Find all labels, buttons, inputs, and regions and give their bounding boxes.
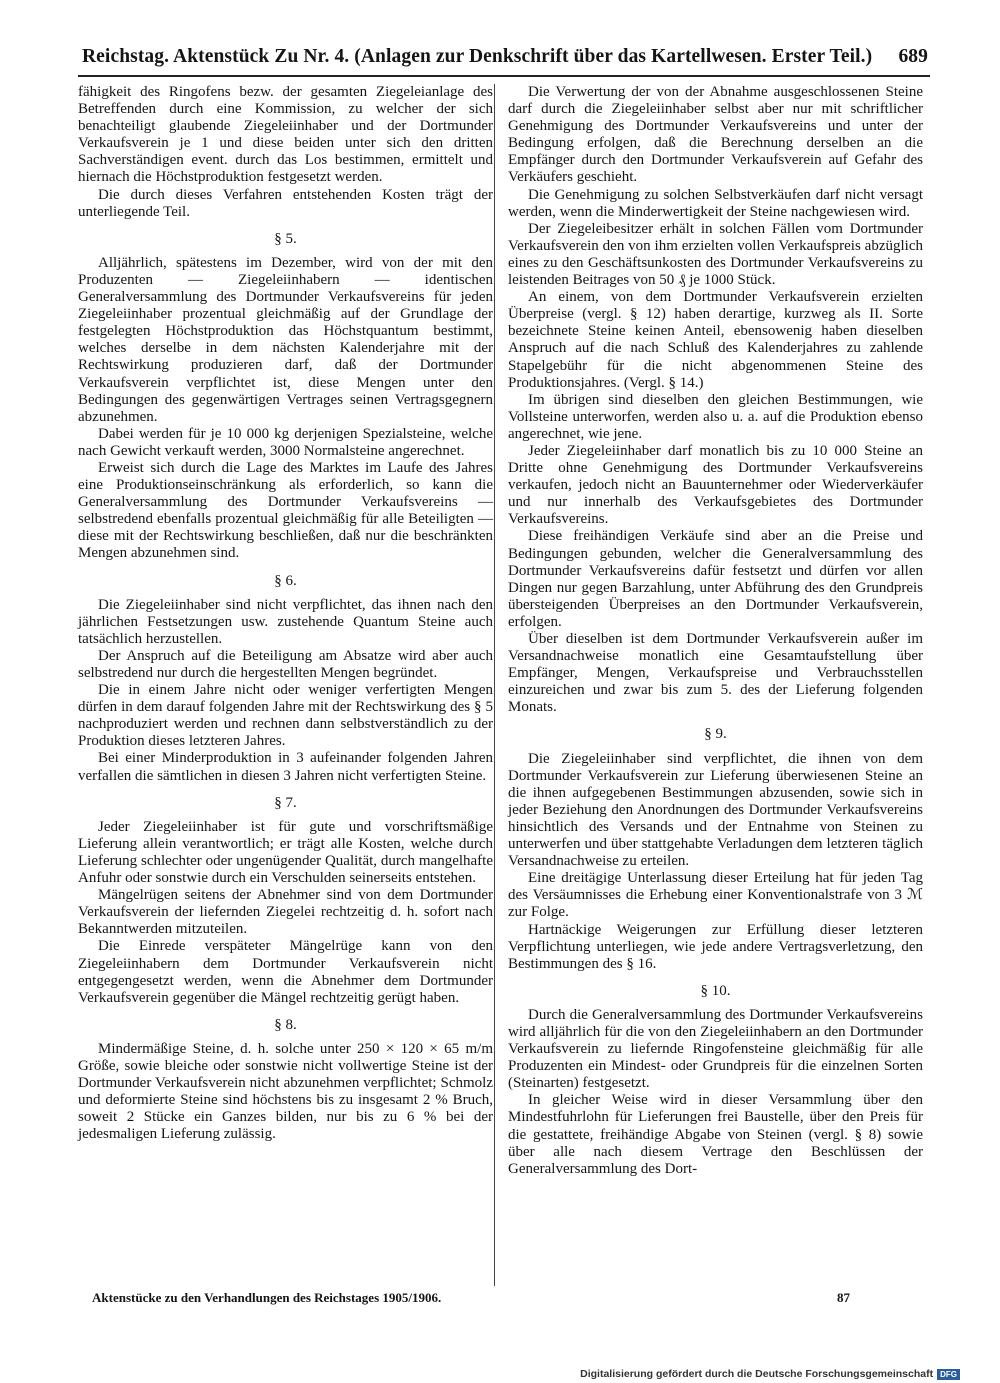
digitization-text: Digitalisierung gefördert durch die Deutsche Forschungsgemeinschaft (580, 1368, 934, 1380)
paragraph: Die Einrede verspäteter Mängelrüge kann von den Ziegeleiinhabern dem Dortmunder Verkaufsverein nicht entgegengesetzt werden, wenn die Abnehmer dem Dortmunder Verkaufsverein gegenüber die Mängel rechtzeitig gerügt haben. (78, 938, 493, 1006)
header-page-number: 689 (898, 46, 928, 67)
column-divider (494, 84, 495, 1286)
section-heading: § 5. (274, 230, 297, 247)
paragraph: An einem, von dem Dortmunder Verkaufsverein erzielten Überpreise (vergl. § 12) haben derartige, kurzweg als II. Sorte bezeichnete Steine keinen Anteil, ebensowenig haben dieselben Anspruch auf die nach Schluß des Kalenderjahres zu zahlende Stapelgebühr für die nicht abgenommenen Steine des Produktionsjahres. (Vergl. § 14.) (508, 289, 923, 391)
header-rule (78, 75, 930, 77)
paragraph: Jeder Ziegeleiinhaber darf monatlich bis zu 10 000 Steine an Dritte ohne Genehmigung des Dortmunder Verkaufsvereins verkaufen, jedoch nicht an Bauunternehmer oder Wiederverkäufer und nur innerhalb des Verkaufsgebietes des Dortmunder Verkaufsvereins. (508, 442, 923, 528)
paragraph: fähigkeit des Ringofens bezw. der gesamten Ziegeleianlage des Betreffenden durch eine Kommission, zu welcher der sich benachteiligt glaubende Ziegeleiinhaber und der Dortmunder Verkaufsverein je 1 und diese beiden unter sich den dritten Sachverständigen event. durch das Los bestimmen, ermittelt und hiernach die Höchstproduktion festgesetzt werden. (78, 84, 493, 186)
paragraph: Die Ziegeleiinhaber sind verpflichtet, die ihnen von dem Dortmunder Verkaufsverein zur Lieferung überwiesenen Steine an die ihnen aufgegebenen Bestimmungen abzusenden, sowie sich in jeder Beziehung den Anordnungen des Dortmunder Verkaufsvereins hinsichtlich des Versands und der Entnahme von Steinen zu unterwerfen und über stattgehabte Verladungen dem letzteren täglich Versandnachweise zu erteilen. (508, 750, 923, 870)
paragraph: Eine dreitägige Unterlassung dieser Erteilung hat für jeden Tag des Versäumnisses die Erhebung einer Konventionalstrafe von 3 ℳ zur Folge. (508, 870, 923, 921)
paragraph: Über dieselben ist dem Dortmunder Verkaufsverein außer im Versandnachweise monatlich eine Gesamtaufstellung über Empfänger, Mengen, Verkaufspreise und Verbrauchsstellen einzureichen und zwar bis zum 5. des der Lieferung folgenden Monats. (508, 631, 923, 716)
paragraph: Alljährlich, spätestens im Dezember, wird von der mit den Produzenten — Ziegeleiinhabern — identischen Generalversammlung des Dortmunder Verkaufsvereins für jeden Ziegeleiinhaber prozentual gleichmäßig auf der Grundlage der festgelegten Höchstproduktion das Höchstquantum bestimmt, welches derselbe in dem nächsten Kalenderjahre mit der Rechtswirkung produzieren darf, daß der Dortmunder Verkaufsverein verpflichtet ist, diese Mengen unter den Bedingungen des gegenwärtigen Vertrages seinen Vertragsgegnern abzunehmen. (78, 254, 493, 425)
paragraph: Hartnäckige Weigerungen zur Erfüllung dieser letzteren Verpflichtung unterliegen, wie jede andere Vertragsverletzung, den Bestimmungen des § 16. (508, 921, 923, 972)
footer-source: Aktenstücke zu den Verhandlungen des Reichstages 1905/1906. (92, 1290, 442, 1305)
paragraph: Die durch dieses Verfahren entstehenden Kosten trägt der unterliegende Teil. (78, 186, 493, 220)
paragraph: Jeder Ziegeleiinhaber ist für gute und vorschriftsmäßige Lieferung allein verantwortlich; er trägt alle Kosten, welche durch Lieferung schlechter oder ungenügender Qualität, durch mangelhafte Anfuhr oder sonstwie durch ein Verschulden seinerseits entstehen. (78, 818, 493, 887)
header-title: Reichstag. Aktenstück Zu Nr. 4. (Anlagen zur Denkschrift über das Kartellwesen. Erster Teil.) (82, 46, 873, 67)
left-column (78, 84, 493, 1143)
paragraph: Der Ziegeleibesitzer erhält in solchen Fällen vom Dortmunder Verkaufsverein den von ihm erzielten vollen Verkaufspreis abzüglich eines zu den Geschäftsunkosten des Dortmunder Verkaufsvereins zu leistenden Beitrages von 50 ₰ je 1000 Stück. (508, 220, 923, 289)
section-heading: § 10. (700, 982, 731, 999)
paragraph: Der Anspruch auf die Beteiligung am Absatze wird aber auch selbstredend nur durch die hergestellten Mengen begründet. (78, 647, 493, 681)
right-column (508, 84, 923, 1178)
paragraph: Dabei werden für je 10 000 kg derjenigen Spezialsteine, welche nach Gewicht verkauft werden, 3000 Normalsteine angerechnet. (78, 425, 493, 459)
section-heading: § 9. (704, 726, 727, 743)
paragraph: Bei einer Minderproduktion in 3 aufeinander folgenden Jahren verfallen die sämtlichen in diesen 3 Jahren nicht verfertigten Steine. (78, 750, 493, 784)
paragraph: Die Verwertung der von der Abnahme ausgeschlossenen Steine darf durch die Ziegeleiinhaber selbst aber nur mit schriftlicher Genehmigung des Dortmunder Verkaufsvereins und unter der Bedingung erfolgen, daß die Berechnung derselben an die Empfänger durch den Dortmunder Verkaufsverein auf Gefahr des Verkäufers geschieht. (508, 84, 923, 186)
paragraph: Die Ziegeleiinhaber sind nicht verpflichtet, das ihnen nach den jährlichen Festsetzungen usw. zustehende Quantum Steine auch tatsächlich herzustellen. (78, 596, 493, 647)
section-heading: § 7. (274, 794, 297, 811)
paragraph: In gleicher Weise wird in dieser Versammlung über den Mindestfuhrlohn für Lieferungen frei Baustelle, über den Preis für die gestattete, freihändige Abgabe von Steinen (vergl. § 8) sowie über alle nach diesem Vertrage den Beschlüssen der Generalversammlung des Dort- (508, 1092, 923, 1177)
section-heading: § 8. (274, 1016, 297, 1033)
paragraph: Mängelrügen seitens der Abnehmer sind von dem Dortmunder Verkaufsverein der liefernden Ziegelei rechtzeitig d. h. sofort nach Bekanntwerden mitzuteilen. (78, 887, 493, 938)
paragraph: Die Genehmigung zu solchen Selbstverkäufen darf nicht versagt werden, wenn die Minderwertigkeit der Steine nachgewiesen wird. (508, 186, 923, 220)
section-heading: § 6. (274, 572, 297, 589)
paragraph: Im übrigen sind dieselben den gleichen Bestimmungen, wie Vollsteine unterworfen, werden also u. a. auf die Produktion ebenso angerechnet, wie jene. (508, 391, 923, 442)
footer-page-number: 87 (837, 1290, 850, 1305)
page-header (82, 46, 928, 68)
paragraph: Durch die Generalversammlung des Dortmunder Verkaufsvereins wird alljährlich für die von den Ziegeleiinhabern an den Dortmunder Verkaufsverein zu liefernde Ringofensteine gleichmäßig für alle Produzenten ein Mindest- oder Grundpreis für die einzelnen Sorten (Steinarten) festgesetzt. (508, 1006, 923, 1092)
paragraph: Die in einem Jahre nicht oder weniger verfertigten Mengen dürfen in dem darauf folgenden Jahre mit der Rechtswirkung des § 5 nachproduziert werden und rechnen dann selbstverständlich zu der Produktion dieses letzteren Jahres. (78, 682, 493, 750)
paragraph: Mindermäßige Steine, d. h. solche unter 250 × 120 × 65 m/m Größe, sowie bleiche oder sonstwie nicht vollwertige Steine ist der Dortmunder Verkaufsverein nicht abzunehmen verpflichtet; Schmolz und deformierte Steine sind höchstens bis zu insgesamt 2 % Bruch, soweit 2 Stücke ein Ganzes bilden, nur bis zu 6 % bei der jedesmaligen Lieferung zulässig. (78, 1040, 493, 1143)
dfg-logo: DFG (937, 1369, 960, 1380)
digitization-note (580, 1368, 960, 1380)
paragraph: Diese freihändigen Verkäufe sind aber an die Preise und Bedingungen gebunden, welcher die Generalversammlung des Dortmunder Verkaufsvereins dafür festsetzt und dürfen vor allen Dingen nur gegen Barzahlung, unter Abführung des den Grundpreis übersteigenden Überpreises an den Dortmunder Verkaufsverein, erfolgen. (508, 528, 923, 630)
paragraph: Erweist sich durch die Lage des Marktes im Laufe des Jahres eine Produktionseinschränkung als erforderlich, so kann die Generalversammlung des Dortmunder Verkaufsvereins — selbstredend ebenfalls prozentual gleichmäßig für alle Beteiligten — diese mit der Rechtswirkung beschließen, daß nur die beschränkten Mengen abzunehmen sind. (78, 459, 493, 562)
